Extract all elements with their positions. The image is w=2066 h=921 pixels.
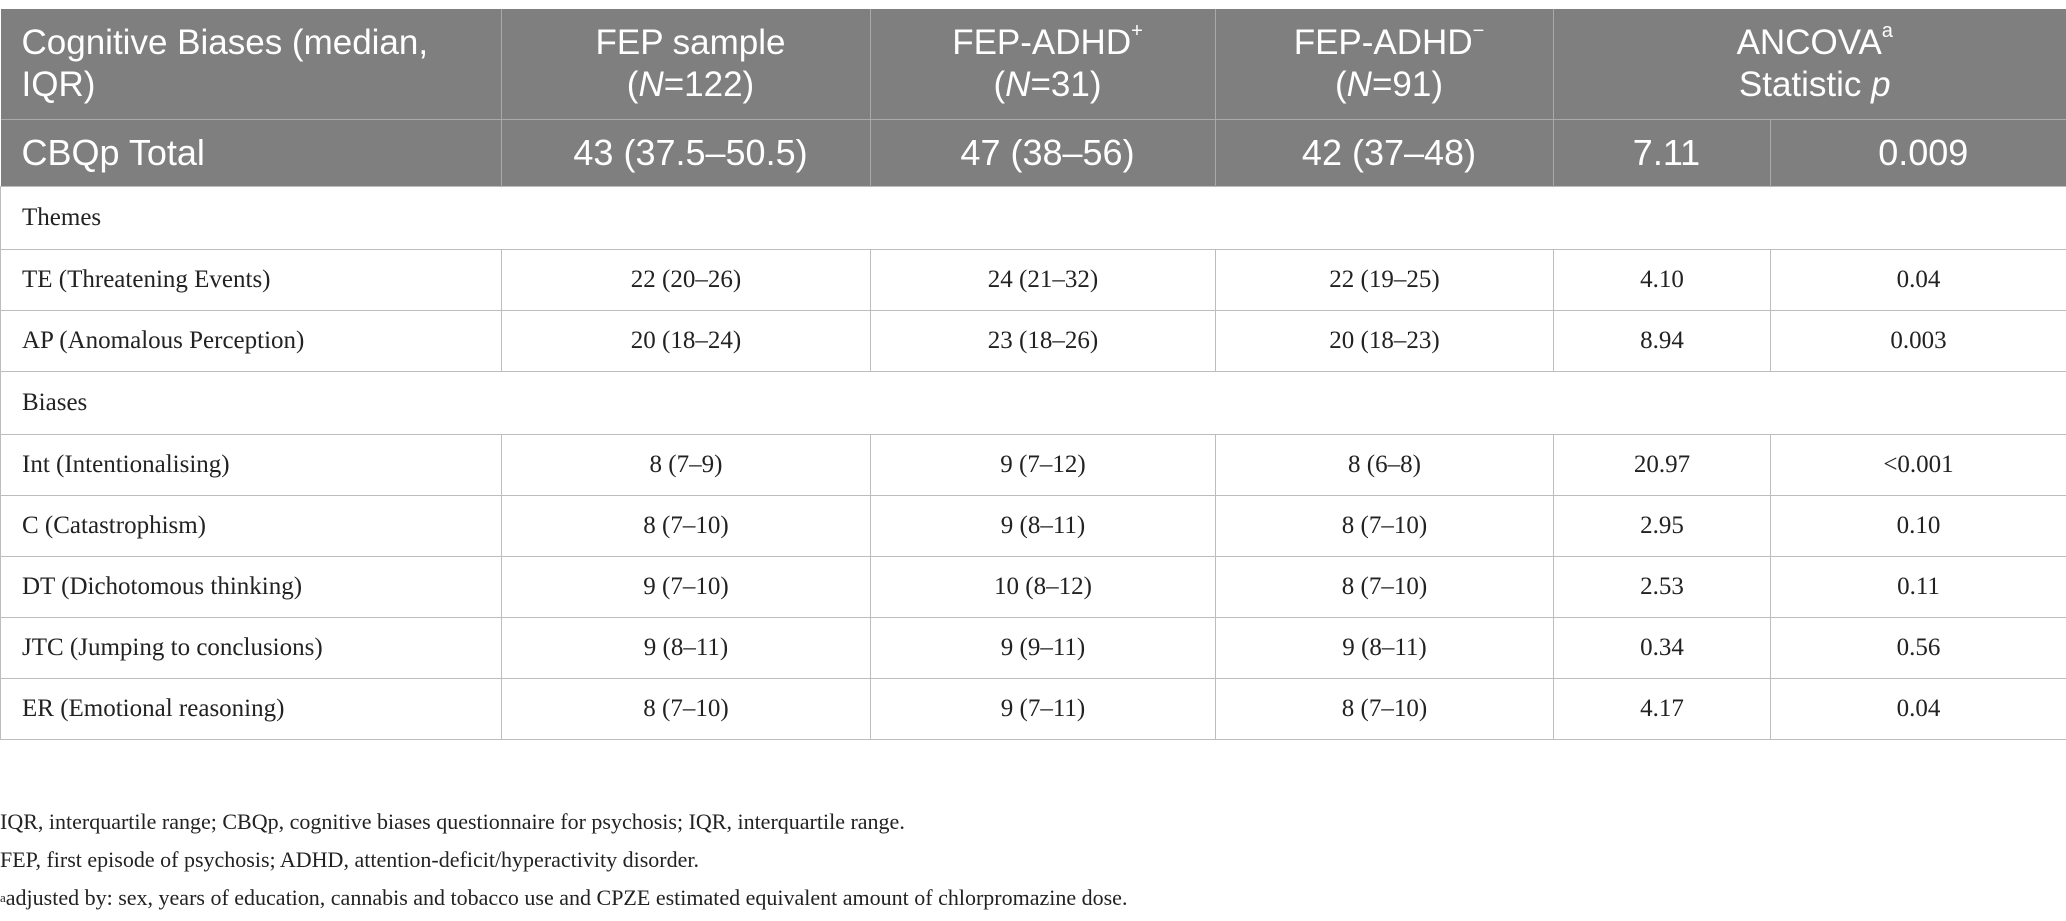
table-row <box>1 496 2066 557</box>
cell-adhd-negative: 8 (6–8) <box>1216 435 1554 496</box>
table-row <box>1 557 2066 618</box>
cell-statistic: 8.94 <box>1554 311 1771 372</box>
section-row-biases <box>1 372 2066 435</box>
cell-adhd-positive: 9 (8–11) <box>871 496 1216 557</box>
cell-p: <0.001 <box>1771 435 2066 496</box>
header-n-value: =31) <box>1030 65 1102 104</box>
total-adhd-negative: 42 (37–48) <box>1216 120 1554 187</box>
cell-p: 0.003 <box>1771 311 2066 372</box>
total-adhd-positive: 47 (38–56) <box>871 120 1216 187</box>
cell-fep: 9 (8–11) <box>502 618 871 679</box>
cell-adhd-negative: 8 (7–10) <box>1216 679 1554 740</box>
header-ancova <box>1554 9 2066 120</box>
row-label: Int (Intentionalising) <box>1 435 502 496</box>
total-label: CBQp Total <box>1 120 502 187</box>
cell-adhd-positive: 9 (7–12) <box>871 435 1216 496</box>
footnote-adjusted-text: adjusted by: sex, years of education, cannabis and tobacco use and CPZE estimated equivalent amount of chlorpromazine dose. <box>5 885 1128 910</box>
cell-fep: 8 (7–10) <box>502 496 871 557</box>
header-fep-adhd-negative-n: (N=91) <box>1335 65 1443 104</box>
cell-adhd-positive: 9 (7–11) <box>871 679 1216 740</box>
cell-fep: 9 (7–10) <box>502 557 871 618</box>
header-n-value: =91) <box>1371 65 1443 104</box>
cell-fep: 8 (7–10) <box>502 679 871 740</box>
cell-p: 0.04 <box>1771 679 2066 740</box>
cell-adhd-negative: 8 (7–10) <box>1216 557 1554 618</box>
section-row-themes <box>1 187 2066 250</box>
table-footnotes <box>0 803 1127 917</box>
header-n-value: =122) <box>663 65 755 104</box>
cell-p: 0.11 <box>1771 557 2066 618</box>
total-row <box>1 120 2066 187</box>
total-statistic: 7.11 <box>1554 120 1771 187</box>
cell-statistic: 0.34 <box>1554 618 1771 679</box>
cell-statistic: 4.10 <box>1554 250 1771 311</box>
header-ancova-title <box>1575 22 2055 64</box>
row-label: DT (Dichotomous thinking) <box>1 557 502 618</box>
header-fep-adhd-negative <box>1216 9 1554 120</box>
table-row <box>1 435 2066 496</box>
header-ancova-subtitle <box>1575 64 2055 106</box>
header-fep-adhd-negative-title <box>1237 22 1541 64</box>
cognitive-biases-table <box>0 9 2066 740</box>
cell-adhd-positive: 9 (9–11) <box>871 618 1216 679</box>
cell-fep: 8 (7–9) <box>502 435 871 496</box>
cell-statistic: 2.95 <box>1554 496 1771 557</box>
header-n-italic: N <box>1346 65 1372 104</box>
cell-adhd-negative: 8 (7–10) <box>1216 496 1554 557</box>
header-fep-adhd-positive-n: (N=31) <box>993 65 1102 104</box>
header-title-text: FEP-ADHD <box>1293 23 1473 62</box>
header-n-italic: N <box>1005 65 1031 104</box>
table-row <box>1 679 2066 740</box>
header-n-italic: N <box>638 65 664 104</box>
row-label: C (Catastrophism) <box>1 496 502 557</box>
header-fep-sample <box>502 9 871 120</box>
section-title: Biases <box>1 372 2066 435</box>
cell-fep: 20 (18–24) <box>502 311 871 372</box>
header-cognitive-biases: Cognitive Biases (median, IQR) <box>1 9 502 120</box>
cell-p: 0.10 <box>1771 496 2066 557</box>
total-p: 0.009 <box>1771 120 2066 187</box>
footnote-adjusted <box>0 879 1127 917</box>
row-label: TE (Threatening Events) <box>1 250 502 311</box>
header-fep-adhd-positive <box>871 9 1216 120</box>
table-row <box>1 311 2066 372</box>
table-header-row <box>1 9 2066 120</box>
cell-adhd-negative: 20 (18–23) <box>1216 311 1554 372</box>
header-statistic-label: Statistic <box>1738 65 1862 104</box>
row-label: JTC (Jumping to conclusions) <box>1 618 502 679</box>
header-fep-adhd-positive-title <box>892 22 1203 64</box>
cell-statistic: 4.17 <box>1554 679 1771 740</box>
section-title: Themes <box>1 187 2066 250</box>
header-title-text: ANCOVA <box>1736 23 1882 62</box>
row-label: AP (Anomalous Perception) <box>1 311 502 372</box>
cell-adhd-negative: 9 (8–11) <box>1216 618 1554 679</box>
header-fep-sample-title: FEP sample <box>595 23 786 62</box>
table-row <box>1 618 2066 679</box>
cell-fep: 22 (20–26) <box>502 250 871 311</box>
table-row <box>1 250 2066 311</box>
header-p-label: p <box>1871 65 1891 104</box>
footnote-fep: FEP, first episode of psychosis; ADHD, attention-deficit/hyperactivity disorder. <box>0 847 700 872</box>
cell-adhd-negative: 22 (19–25) <box>1216 250 1554 311</box>
footnote-sup-a: a <box>0 890 6 905</box>
cell-adhd-positive: 24 (21–32) <box>871 250 1216 311</box>
cell-p: 0.56 <box>1771 618 2066 679</box>
footnote-iqr: IQR, interquartile range; CBQp, cognitive biases questionnaire for psychosis; IQR, interquartile range. <box>0 809 905 834</box>
header-fep-sample-n: (N=122) <box>626 65 755 104</box>
cell-adhd-positive: 10 (8–12) <box>871 557 1216 618</box>
header-sup-minus: − <box>1472 20 1485 43</box>
cell-adhd-positive: 23 (18–26) <box>871 311 1216 372</box>
cell-statistic: 20.97 <box>1554 435 1771 496</box>
cell-p: 0.04 <box>1771 250 2066 311</box>
row-label: ER (Emotional reasoning) <box>1 679 502 740</box>
cell-statistic: 2.53 <box>1554 557 1771 618</box>
header-sup-plus: + <box>1131 20 1143 43</box>
header-sup-a: a <box>1881 20 1893 43</box>
header-title-text: FEP-ADHD <box>952 23 1132 62</box>
total-fep: 43 (37.5–50.5) <box>502 120 871 187</box>
